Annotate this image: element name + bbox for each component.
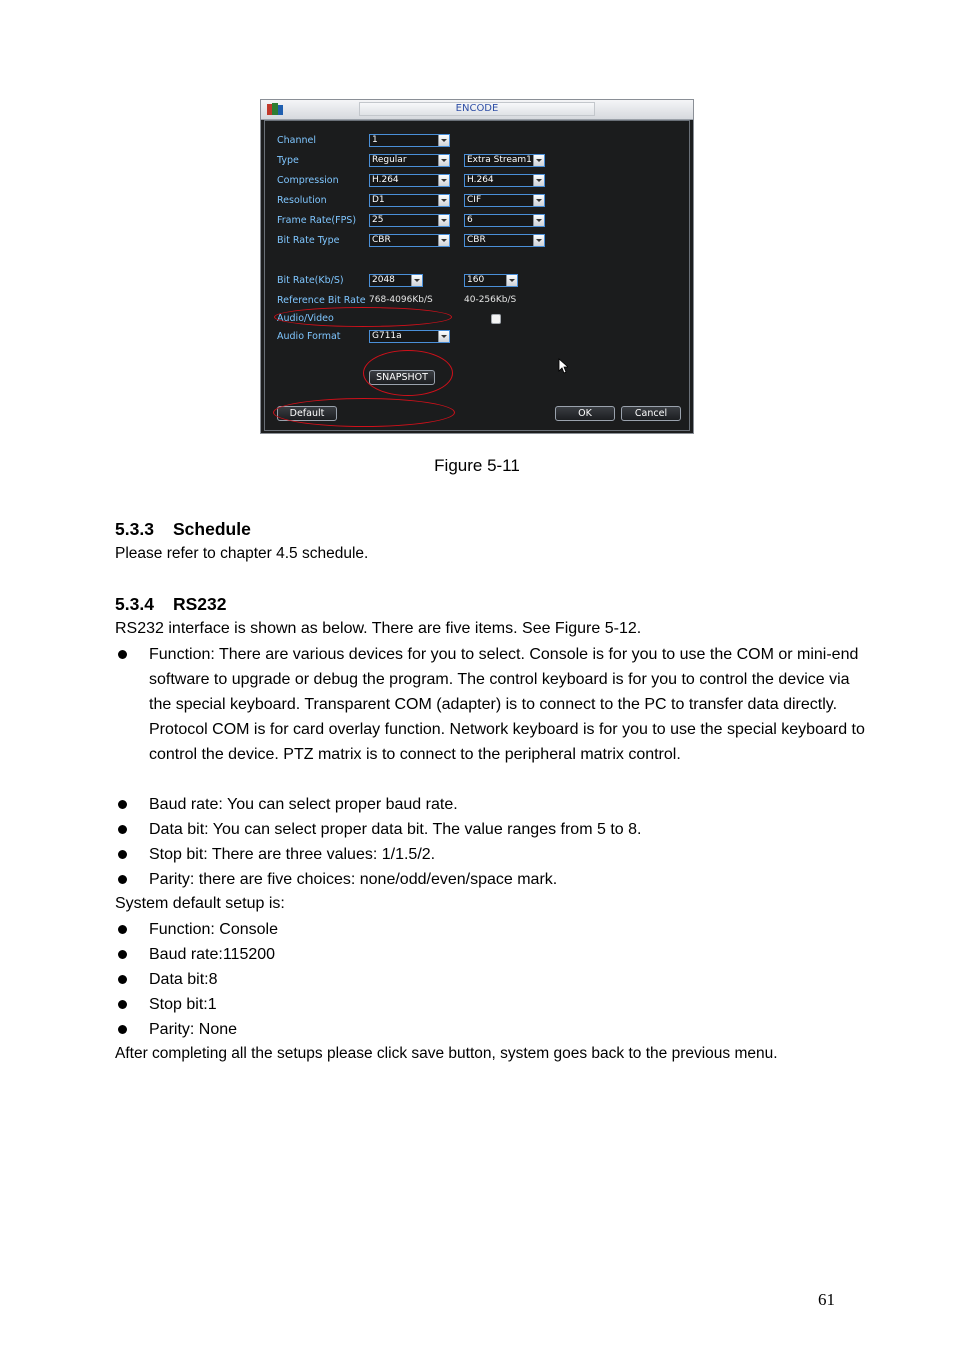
reference-bit-rate-label: Reference Bit Rate	[277, 295, 366, 306]
bullet-icon	[118, 1025, 127, 1034]
bullet-icon	[118, 650, 127, 659]
bullet-icon	[118, 825, 127, 834]
type-main-select[interactable]	[369, 154, 450, 167]
resolution-extra-value: CIF	[467, 195, 482, 205]
chevron-down-icon	[438, 155, 449, 166]
bullet-icon	[118, 950, 127, 959]
section-heading-rs232	[115, 594, 227, 615]
frame-rate-extra-value: 6	[467, 215, 473, 225]
type-main-value: Regular	[372, 155, 407, 165]
figure-caption: Figure 5-11	[434, 456, 520, 475]
audio-video-label: Audio/Video	[277, 313, 334, 324]
chevron-down-icon	[438, 331, 449, 342]
bullet-icon	[118, 875, 127, 884]
type-extra-select[interactable]	[464, 154, 545, 167]
audio-format-value: G711a	[372, 331, 402, 341]
type-extra-value: Extra Stream1	[467, 155, 532, 165]
bullet-icon	[118, 925, 127, 934]
bullet-icon	[118, 975, 127, 984]
bit-rate-type-extra-select[interactable]	[464, 234, 545, 247]
section-number: 5.3.4	[115, 594, 154, 614]
bit-rate-label: Bit Rate(Kb/S)	[277, 275, 344, 286]
mouse-pointer-icon	[558, 358, 568, 374]
chevron-down-icon	[438, 175, 449, 186]
snapshot-button[interactable]: SNAPSHOT	[369, 370, 435, 385]
page-number: 61	[818, 1290, 835, 1309]
bullet-icon	[118, 800, 127, 809]
default-button[interactable]: Default	[277, 406, 337, 421]
type-label: Type	[277, 155, 299, 166]
chevron-down-icon	[438, 235, 449, 246]
list-item-text: Baud rate:115200	[149, 946, 276, 963]
frame-rate-main-value: 25	[372, 215, 384, 225]
bit-rate-type-main-select[interactable]	[369, 234, 450, 247]
resolution-main-value: D1	[372, 195, 385, 205]
closing-text: After completing all the setups please click save button, system goes back to the previous menu.	[115, 1045, 778, 1062]
list-item-text: Stop bit: There are three values: 1/1.5/2.	[149, 846, 436, 863]
reference-bit-rate-main: 768-4096Kb/S	[369, 295, 433, 305]
section-heading-schedule	[115, 519, 251, 540]
bullet-icon	[118, 850, 127, 859]
resolution-main-select[interactable]	[369, 194, 450, 207]
chevron-down-icon	[533, 215, 544, 226]
dialog-titlebar	[261, 100, 693, 120]
chevron-down-icon	[506, 275, 517, 286]
bit-rate-extra-value: 160	[467, 275, 485, 285]
bit-rate-extra-select[interactable]	[464, 274, 518, 287]
compression-main-select[interactable]	[369, 174, 450, 187]
chevron-down-icon	[533, 175, 544, 186]
app-logo-icon	[267, 103, 284, 116]
chevron-down-icon	[533, 235, 544, 246]
compression-extra-value: H.264	[467, 175, 494, 185]
channel-value: 1	[372, 135, 378, 145]
section-title: RS232	[173, 594, 227, 614]
bit-rate-type-main-value: CBR	[372, 235, 391, 245]
chevron-down-icon	[533, 195, 544, 206]
schedule-text: Please refer to chapter 4.5 schedule.	[115, 545, 369, 562]
bit-rate-main-select[interactable]	[369, 274, 423, 287]
default-highlight-ring	[273, 398, 455, 427]
chevron-down-icon	[411, 275, 422, 286]
frame-rate-label: Frame Rate(FPS)	[277, 215, 357, 226]
compression-main-value: H.264	[372, 175, 399, 185]
channel-select[interactable]	[369, 134, 450, 147]
dialog-body	[264, 120, 690, 431]
list-item-text: Data bit: You can select proper data bit. The value ranges from 5 to 8.	[149, 821, 642, 838]
audio-format-select[interactable]	[369, 330, 450, 343]
list-item-text: Stop bit:1	[149, 996, 217, 1013]
chevron-down-icon	[438, 215, 449, 226]
list-item-text: Function: There are various devices for you to select. Console is for you to use the COM or mini-end software to upgrade or debug the program. The control keyboard is for you to control the device via the special keyboard. Transparent COM (adapter) is to connect to the PC to transfer data directly. Protocol COM is for card overlay function. Network keyboard is for you to use the special keyboard to control the device. PTZ matrix is to connect to the peripheral matrix control.	[149, 646, 865, 763]
encode-dialog-screenshot	[260, 99, 694, 434]
cancel-button[interactable]: Cancel	[621, 406, 681, 421]
compression-label: Compression	[277, 175, 339, 186]
list-item-text: Parity: there are five choices: none/odd/even/space mark.	[149, 871, 558, 888]
list-item-text: Parity: None	[149, 1021, 238, 1038]
compression-extra-select[interactable]	[464, 174, 545, 187]
list-item-text: Function: Console	[149, 921, 278, 938]
chevron-down-icon	[438, 195, 449, 206]
bit-rate-type-extra-value: CBR	[467, 235, 486, 245]
section-title: Schedule	[173, 519, 251, 539]
resolution-extra-select[interactable]	[464, 194, 545, 207]
reference-bit-rate-extra: 40-256Kb/S	[464, 295, 517, 305]
list-item-text: Baud rate: You can select proper baud rate.	[149, 796, 458, 813]
bullet-icon	[118, 1000, 127, 1009]
bit-rate-type-label: Bit Rate Type	[277, 235, 340, 246]
list-item-text: Data bit:8	[149, 971, 218, 988]
frame-rate-extra-select[interactable]	[464, 214, 545, 227]
ok-button[interactable]: OK	[555, 406, 615, 421]
chevron-down-icon	[438, 135, 449, 146]
bit-rate-main-value: 2048	[372, 275, 395, 285]
snapshot-highlight-ring	[363, 350, 453, 396]
dialog-title: ENCODE	[359, 102, 595, 116]
audio-video-checkbox[interactable]	[491, 314, 501, 324]
channel-label: Channel	[277, 135, 317, 146]
audio-video-highlight-ring	[274, 307, 452, 327]
section-number: 5.3.3	[115, 519, 154, 539]
rs232-intro: RS232 interface is shown as below. There are five items. See Figure 5-12.	[115, 620, 642, 637]
resolution-label: Resolution	[277, 195, 327, 206]
default-setup-intro: System default setup is:	[115, 895, 285, 912]
frame-rate-main-select[interactable]	[369, 214, 450, 227]
audio-format-label: Audio Format	[277, 331, 341, 342]
chevron-down-icon	[533, 155, 544, 166]
